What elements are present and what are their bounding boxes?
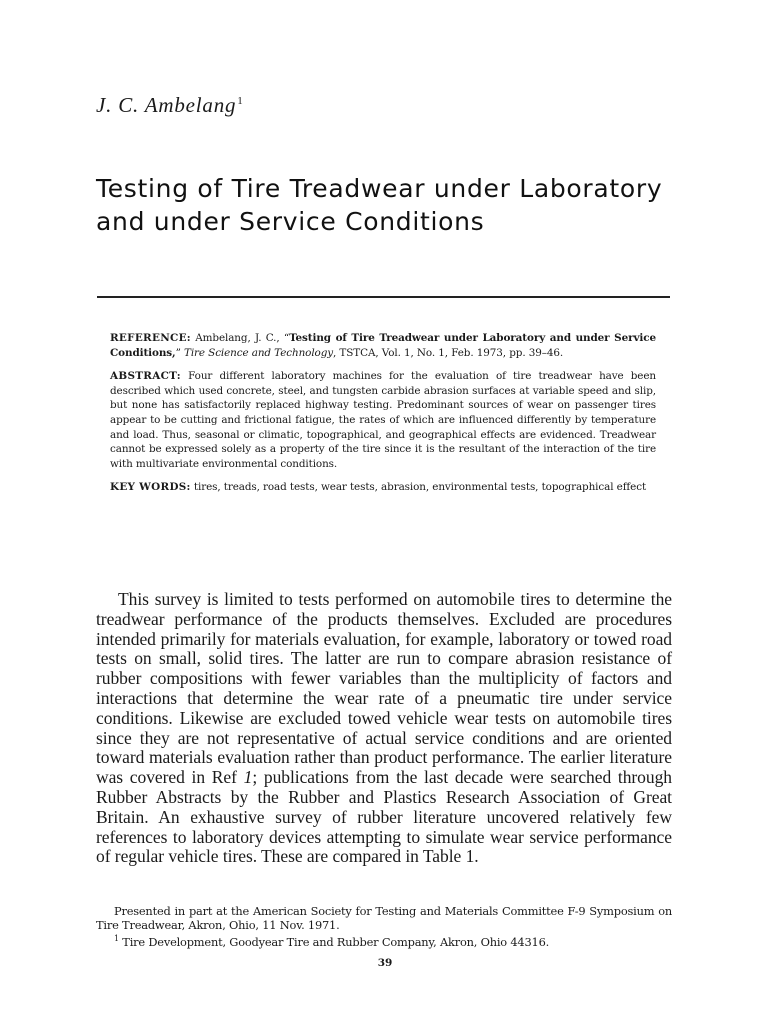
keywords-paragraph bbox=[110, 480, 656, 495]
reference-paragraph bbox=[110, 331, 656, 360]
reference-post: , TSTCA, Vol. 1, No. 1, Feb. 1973, pp. 39–46. bbox=[333, 346, 564, 359]
keywords-text: tires, treads, road tests, wear tests, abrasion, environmental tests, topographical effect bbox=[190, 481, 647, 494]
footnote-presented: Presented in part at the American Society for Testing and Materials Committee F-9 Symposium on Tire Treadwear, Akron, Ohio, 11 Nov. 1971. bbox=[96, 904, 672, 932]
body-text bbox=[96, 590, 672, 867]
footnote-affiliation-mark: 1 bbox=[114, 934, 119, 943]
footnote-affiliation bbox=[96, 932, 672, 949]
reference-journal: Tire Science and Technology bbox=[184, 346, 334, 359]
keywords-label: KEY WORDS: bbox=[110, 481, 191, 494]
footnote-affiliation-text: Tire Development, Goodyear Tire and Rubber Company, Akron, Ohio 44316. bbox=[118, 934, 550, 949]
footnotes bbox=[96, 905, 672, 949]
reference-title: Testing of Tire Treadwear under Laboratory and under Service Conditions, bbox=[110, 332, 656, 359]
abstract-text: Four different laboratory machines for the evaluation of tire treadwear have been described which used concrete, steel, and tungsten carbide abrasion surfaces at variable speed and slip, but none has satisfactorily replaced highway testing. Predominant sources of wear on passenger tires appear to be cutting and frictional fatigue, the rates of which are influenced differently by temperature and load. Thus, seasonal or climatic, topographical, and geographical effects are evidenced. Treadwear cannot be expressed solely as a property of the tire since it is the resultant of the interaction of the tire with multivariate environmental conditions. bbox=[110, 370, 656, 470]
reference-label: REFERENCE: bbox=[110, 332, 191, 344]
front-matter bbox=[110, 331, 656, 504]
author-footnote-mark: 1 bbox=[237, 95, 244, 107]
body-ref-number: 1 bbox=[243, 767, 253, 788]
abstract-label: ABSTRACT: bbox=[110, 370, 181, 383]
paper-title: Testing of Tire Treadwear under Laboratory and under Service Conditions bbox=[96, 174, 663, 236]
body-text-post: ; publications from the last decade were searched through Rubber Abstracts by the Rubber and Plastics Research Association of Great Britain. An exhaustive survey of rubber literature uncovered relatively few references to laboratory devices attempting to simulate wear service performance of regular vehicle tires. These are compared in Table 1. bbox=[96, 767, 672, 867]
title-rule bbox=[97, 296, 670, 298]
reference-pre: Ambelang, J. C., “ bbox=[190, 332, 290, 344]
page-number: 39 bbox=[377, 957, 393, 969]
reference-mid: ” bbox=[175, 346, 184, 359]
body-text-pre: This survey is limited to tests performed on automobile tires to determine the treadwear performance of the products themselves. Excluded are procedures intended primarily for materials evaluation, for example, laboratory or towed road tests on small, solid tires. The latter are run to compare abrasion resistance of rubber compositions with fewer variables than the multiplicity of factors and interactions that determine the wear rate of a pneumatic tire under service conditions. Likewise are excluded towed vehicle wear tests on automobile tires since they are not representative of actual service conditions and are oriented toward materials evaluation rather than product performance. The earlier literature was covered in Ref bbox=[96, 589, 672, 788]
body-paragraph bbox=[96, 590, 672, 867]
abstract-paragraph bbox=[110, 369, 656, 471]
author-name: J. C. Ambelang bbox=[96, 93, 237, 117]
author-line bbox=[96, 93, 244, 118]
